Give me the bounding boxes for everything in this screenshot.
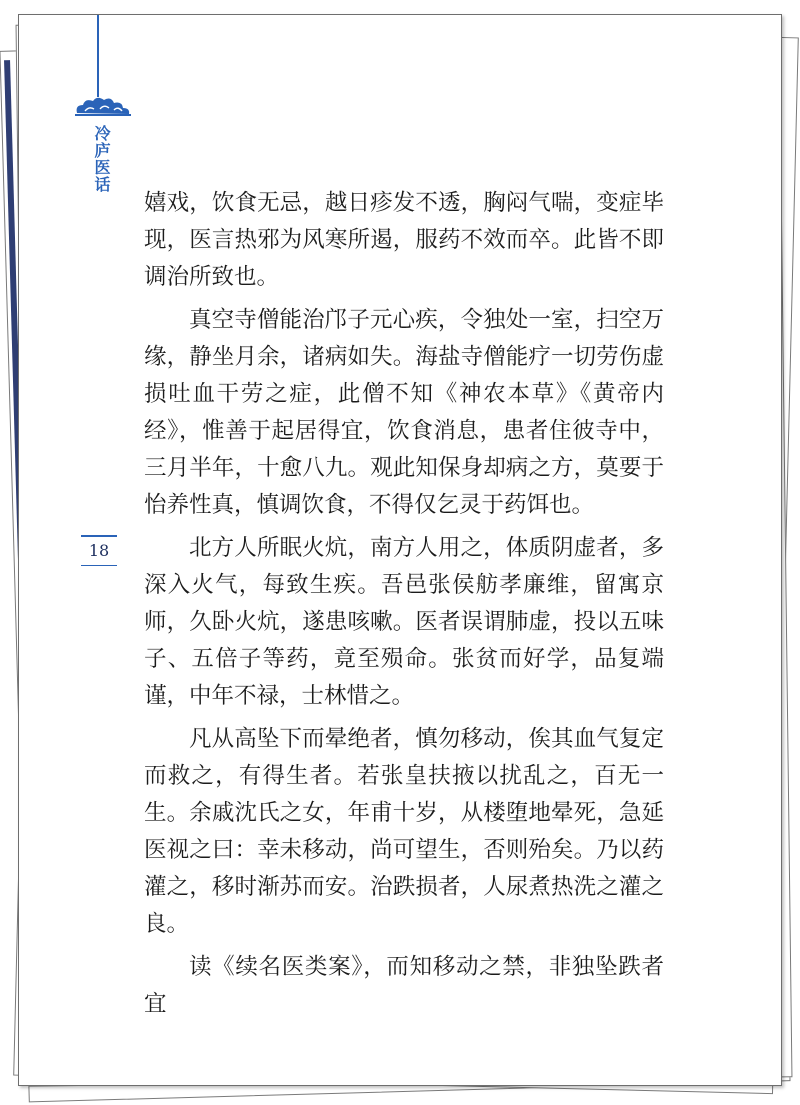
paragraph: 嬉戏，饮食无忌，越日疹发不透，胸闷气喘，变症毕现，医言热邪为风寒所遏，服药不效而卒。此皆不即调治所致也。 (144, 190, 664, 290)
page-number: 18 (88, 540, 110, 560)
paragraph: 北方人所眠火炕，南方人用之，体质阴虚者，多深入火气，每致生疾。吾邑张侯舫孝廉维，留寓京师，久卧火炕，遂患咳嗽。医者误谓肺虚，投以五味子、五倍子等药，竟至殒命。张贫而好学，品复端谨，中年不禄，士林惜之。 (144, 535, 664, 709)
paragraph: 真空寺僧能治邝子元心疾，令独处一室，扫空万缘，静坐月余，诸病如失。海盐寺僧能疗一切劳伤虚损吐血干劳之症，此僧不知《神农本草》《黄帝内经》，惟善于起居得宜，饮食消息，患者住彼寺中，三月半年，十愈八九。观此知保身却病之方，莫要于怡养性真，慎调饮食，不得仅乞灵于药饵也。 (144, 307, 664, 518)
cloud-ornament-icon (73, 93, 133, 121)
page-number-rule (81, 565, 117, 567)
book-title: 冷庐医话 (92, 125, 111, 193)
body-text (144, 185, 664, 1029)
book-page (18, 14, 782, 1086)
paragraph: 读《续名医类案》，而知移动之禁，非独坠跌者宜 (144, 954, 664, 1017)
paragraph: 凡从高坠下而晕绝者，慎勿移动，俟其血气复定而救之，有得生者。若张皇扶掖以扰乱之，百无一生。余戚沈氏之女，年甫十岁，从楼堕地晕死，急延医视之曰：幸未移动，尚可望生，否则殆矣。乃以药灌之，移时渐苏而安。治跌损者，人尿煮热洗之灌之良。 (144, 726, 664, 937)
header-vertical-rule (97, 15, 99, 97)
page-number-marker (81, 535, 117, 566)
